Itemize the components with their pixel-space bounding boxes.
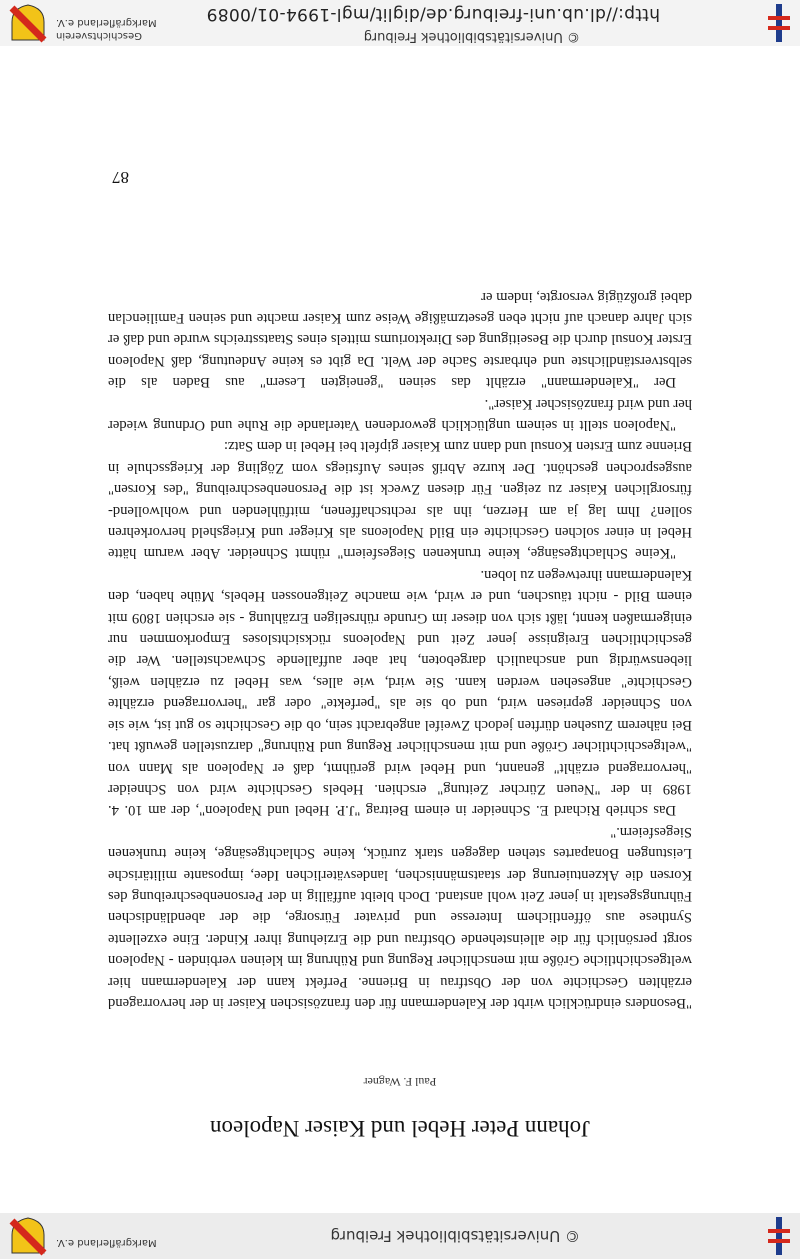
source-bar <box>0 1213 800 1259</box>
article-author: Paul F. Wagner <box>363 1075 437 1089</box>
paragraph: "Besonders eindrücklich wirbt der Kalendermann für den französischen Kaiser in der hervorragend erzählten Geschichte von der Obstfrau in Brienne. Perfekt kann der Kalendermann hier weltgeschichtliche Größe mit menschlicher Regung und Rührung im kleinen verbinden - Napoleon sorgt persönlich für die alleinstehende Obstfrau und die Erziehung ihrer Kinder. Eine exzellente Synthese aus öffentlichem Interesse und privater Fürsorge, die der abendländischen Führungsgestalt in jener Zeit wohl anstand. Doch bleibt auffällig in der Personenbeschreibung des Korsen die Akzentuierung der staatsmännischen, landesväterlichen Idee, imposante militärische Leistungen Bonapartes stehen dagegen stark zurück, keine Schlachtgesänge, keine trunkenen Siegesfeiern." <box>108 823 692 1011</box>
paragraph: Das schrieb Richard E. Schneider in einem Beitrag "J.P. Hebel und Napoleon", der am 10. 4. 1989 in der "Neuen Zürcher Zeitung" erschien. Hebels Geschichte wird von Schneider "hervorragend erzählt" genannt, und Hebel wird gerühmt, daß er Napoleon als Mann von "weltgeschichtlicher Größe und mit menschlicher Regung und Rührung" darzustellen gewußt hat. Bei näherem Zusehen dürften jedoch Zweifel angebracht sein, ob die Geschichte so gut ist, wie sie von Schneider gepriesen wird, und ob sie als "perfekte" oder gar "hervorragend erzählte Geschichte" angesehen werden kann. Sie wird, wie alles, was Hebel zu erzählen weiß, liebenswürdig und anschaulich dargeboten, hat aber auffallende Schwachstellen. Wer die geschichtlichen Ereignisse jener Zeit und Napoleons rücksichtsloses Emporkommen nur einigermaßen kennt, läßt sich von dieser im Grunde rührseligen Erzählung - sie erschien 1809 mit einem Bild - nicht täuschen, und er wird, wie manche Zeitgenossen Hebels, Mühe haben, den Kalendermann ihretwegen zu loben. <box>108 566 692 819</box>
source-bar <box>0 0 800 46</box>
society-line-1: Geschichtsverein <box>56 30 142 41</box>
coat-of-arms-icon <box>8 1217 48 1257</box>
source-url-link[interactable]: http://dl.ub.uni-freiburg.de/diglit/mgl-1994-01/0089 <box>206 4 660 24</box>
copyright-holder: © Universitätsbibliothek Freiburg <box>363 29 580 44</box>
paragraph: "Napoleon stellt in seinem unglücklich gewordenen Vaterlande die Ruhe und Ordnung wieder her und wird französischer Kaiser". <box>108 395 692 434</box>
article-body <box>108 285 692 1013</box>
society-name: Markgräflerland e.V. <box>56 1237 157 1248</box>
library-logo-icon <box>768 1217 790 1255</box>
article-title: Johann Peter Hebel und Kaiser Napoleon <box>209 1116 591 1141</box>
page-number: 87 <box>112 168 129 187</box>
paragraph: "Keine Schlachtgesänge, keine trunkenen Siegesfeiern" rühmt Schneider. Aber warum hätte Hebel in einer solchen Geschichte ein Bild Napoleons als Krieger und Kriegsheld hervorkehren sollen? Ihm lag ja am Herzen, ihn als rechtschaffenen, mitfühlenden und wohlwollend-fürsorglichen Kaiser zu zeigen. Für diesen Zweck ist die Personenbeschreibung "des Korsen" ausgesprochen geschönt. Der kurze Abriß seines Aufstiegs vom Zögling der Kriegsschule in Brienne zum Ersten Konsul und dann zum Kaiser gipfelt bei Hebel in dem Satz: <box>108 438 692 562</box>
copyright-holder: © Universitätsbibliothek Freiburg <box>330 1227 580 1245</box>
society-name <box>56 16 157 42</box>
library-logo-icon <box>768 4 790 42</box>
paragraph: Der "Kalendermann" erzählt das seinen "geneigten Lesern" aus Baden als die selbstverständlichste und ehrbarste Sache der Welt. Da gibt es keine Andeutung, daß Napoleon Erster Konsul durch die Beseitigung des Direktoriums mittels eines Staatsstreichs wurde und daß er sich Jahre danach auf nicht eben gesetzmäßige Weise zum Kaiser machte und seinen Familienclan dabei großzügig versorgte, indem er <box>108 288 692 391</box>
coat-of-arms-icon <box>8 4 48 44</box>
society-line-2: Markgräflerland e.V. <box>56 17 157 28</box>
